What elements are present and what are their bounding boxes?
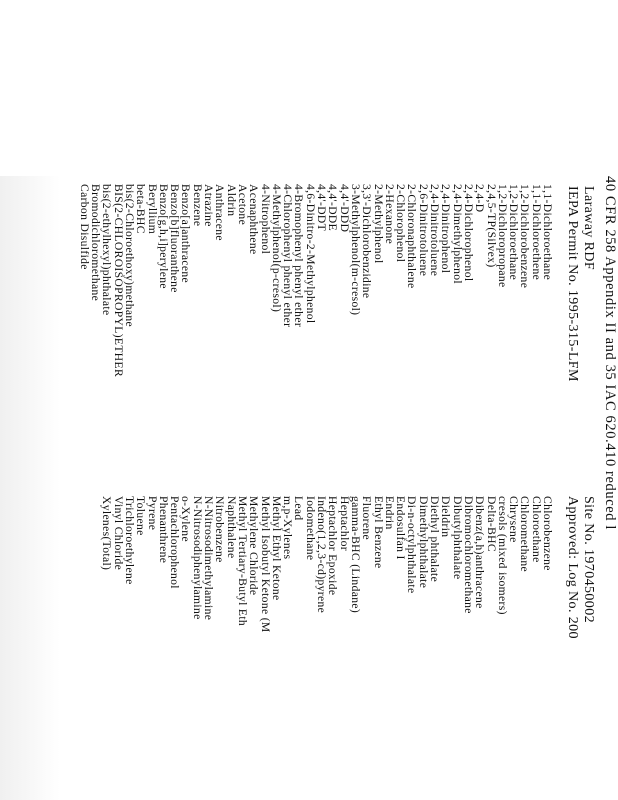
rotated-document-sheet bbox=[0, 176, 618, 800]
constituent-item: 4,6-Dinitro-2-Methylphenol bbox=[303, 184, 317, 324]
permit-number: IEPA Permit No. 1995-315-LFM bbox=[565, 186, 580, 382]
constituent-item: m,p-Xylenes bbox=[281, 496, 295, 560]
constituent-item: 4,4'-DDD bbox=[337, 184, 351, 233]
constituent-item: Nitrobenzene bbox=[213, 496, 227, 563]
constituent-item: 1,2-Dichloropropane bbox=[495, 184, 509, 288]
constituent-item: 2,4-Dinitrophenol bbox=[439, 184, 453, 274]
constituent-item: 2,6-Dinitrotoluene bbox=[416, 184, 430, 277]
constituent-item: Aldrin bbox=[224, 184, 238, 217]
constituent-item: 1,2-Dichlorobenzene bbox=[518, 184, 532, 289]
constituent-item: beta-BHC bbox=[134, 184, 148, 234]
constituent-item: Methylene Chloride bbox=[247, 496, 261, 596]
constituent-item: 4-Bromophenyl phenyl ether bbox=[292, 184, 306, 328]
constituent-item: 2-Hexanone bbox=[382, 184, 396, 245]
constituent-item: Iodomethane bbox=[303, 496, 317, 561]
constituent-item: Chrysene bbox=[507, 496, 521, 543]
constituent-item: Anthracene bbox=[213, 184, 227, 241]
document-title: 40 CFR 258 Appendix II and 35 IAC 620.410 reduced l bbox=[602, 176, 618, 530]
constituent-item: Naphthalene bbox=[224, 496, 238, 559]
constituent-item: Dimethylphthalate bbox=[416, 496, 430, 589]
constituent-item: 1,1-Dichloroethane bbox=[541, 184, 554, 281]
constituent-item: 2,4-Dinitrotoluene bbox=[428, 184, 442, 277]
constituent-item: Ethyl Benzene bbox=[371, 496, 385, 569]
constituent-item: Dieldrin bbox=[439, 496, 453, 538]
constituent-item: 2,4,5-TP(Silvex) bbox=[484, 184, 498, 268]
constituent-item: Indeno(1,2,3-cd)pyrene bbox=[315, 496, 329, 614]
constituent-item: 3-Methylphenol(m-cresol) bbox=[348, 184, 362, 316]
constituent-item: Toluene bbox=[134, 496, 148, 536]
constituent-item: Methyl Tertiary-Butyl Eth bbox=[235, 496, 249, 627]
constituent-item: 4-Methylphenol(p-cresol) bbox=[269, 184, 283, 313]
constituent-item: Methyl Isobutyl Ketone (M bbox=[258, 496, 272, 633]
constituent-item: Benzo[a]anthracene bbox=[179, 184, 193, 283]
constituent-item: Atrazine bbox=[202, 184, 216, 227]
constituent-list-right bbox=[101, 496, 553, 796]
constituent-item: Acenaphthene bbox=[247, 184, 261, 255]
constituent-item: 2,4-Dichlorophenol bbox=[461, 184, 475, 282]
constituent-item: Endosulfan I bbox=[394, 496, 408, 560]
constituent-item: Di-n-octylphthalate bbox=[405, 496, 419, 594]
constituent-item: Lead bbox=[292, 496, 306, 521]
constituent-item: Bromodichloromethane bbox=[89, 184, 103, 302]
constituent-item: Beryllium bbox=[145, 184, 159, 235]
constituent-item: Delta-BHC bbox=[484, 496, 498, 552]
constituent-item: Carbon Disulfide bbox=[77, 184, 91, 270]
constituent-item: 1,2-Dichloroethane bbox=[507, 184, 521, 281]
facility-name: Laraway RDF bbox=[581, 186, 596, 271]
constituent-item: Diethyl phthalate bbox=[428, 496, 442, 583]
constituent-item: N-Nitrosodiphenylamine bbox=[190, 496, 204, 620]
constituent-item: 2,4-Dimethylphenol bbox=[450, 184, 464, 285]
constituent-item: 4-Nitrophenol bbox=[258, 184, 272, 255]
constituent-item: 3,3'-Dichlorobenzidine bbox=[360, 184, 374, 299]
constituent-item: 2-Chlorophenol bbox=[394, 184, 408, 263]
constituent-item: gamma-BHC (Lindane) bbox=[348, 496, 362, 614]
constituent-item: Benzo[b]fluoranthene bbox=[168, 184, 182, 293]
constituent-item: 2,4-D bbox=[473, 184, 487, 213]
constituent-item: Chloroethane bbox=[529, 496, 543, 563]
constituent-item: 4,4'-DDT bbox=[315, 184, 329, 232]
constituent-item: Dibenz(a,h)anthracene bbox=[473, 496, 487, 609]
constituent-item: N-Nitrosodimethylamine bbox=[202, 496, 216, 621]
constituent-item: 2-Methylphenol bbox=[371, 184, 385, 264]
constituent-item: Pyrene bbox=[145, 496, 159, 531]
approval-log: Approved: Log No. 200 bbox=[565, 496, 580, 639]
constituent-item: 2-Chloronaphthalene bbox=[405, 184, 419, 289]
constituent-item: Trichloroethylene bbox=[123, 496, 137, 585]
constituent-item: bis(2-Chloroethoxy)methane bbox=[123, 184, 137, 328]
constituent-item: Dibutylphthalate bbox=[450, 496, 464, 580]
constituent-item: Fluorene bbox=[360, 496, 374, 541]
constituent-item: BIS(2-CHLOROISOPROPYL)ETHER bbox=[111, 184, 125, 378]
constituent-item: 4,4'-DDE bbox=[326, 184, 340, 232]
facility-header-right bbox=[564, 496, 596, 800]
constituent-item: Methyl Ethyl Ketone bbox=[269, 496, 283, 601]
constituent-item: Xylenes(Total) bbox=[100, 496, 114, 571]
constituent-item: Acetone bbox=[235, 184, 249, 226]
constituent-item: Dibromochloromethane bbox=[461, 496, 475, 614]
constituent-item: o-Xylene bbox=[179, 496, 193, 542]
constituent-item: 1,1-Dichloroethene bbox=[529, 184, 543, 281]
constituent-item: Phenanthrene bbox=[156, 496, 170, 564]
constituent-item: Heptachlor bbox=[337, 496, 351, 552]
constituent-item: Chloromethane bbox=[518, 496, 532, 573]
constituent-item: bis(2-ethylhexyl)phthalate bbox=[100, 184, 114, 316]
constituent-list-left bbox=[79, 184, 553, 484]
constituent-item: Endrin bbox=[382, 496, 396, 530]
constituent-item: Benzene bbox=[190, 184, 204, 227]
constituent-item: Pentachlorophenol bbox=[168, 496, 182, 589]
site-number: Site No. 1970450002 bbox=[581, 496, 596, 623]
constituent-item: Vinyl Chloride bbox=[111, 496, 125, 571]
facility-header-left bbox=[564, 186, 596, 506]
constituent-item: Heptachlor Epoxide bbox=[326, 496, 340, 596]
constituent-item: 4-Chlorophenyl phenyl ether bbox=[281, 184, 295, 328]
constituent-item: Benzo[g,h,i]perylene bbox=[156, 184, 170, 289]
constituent-item: cresols (mixed isomers) bbox=[495, 496, 509, 615]
constituent-item: Chlorobenzene bbox=[541, 496, 554, 571]
